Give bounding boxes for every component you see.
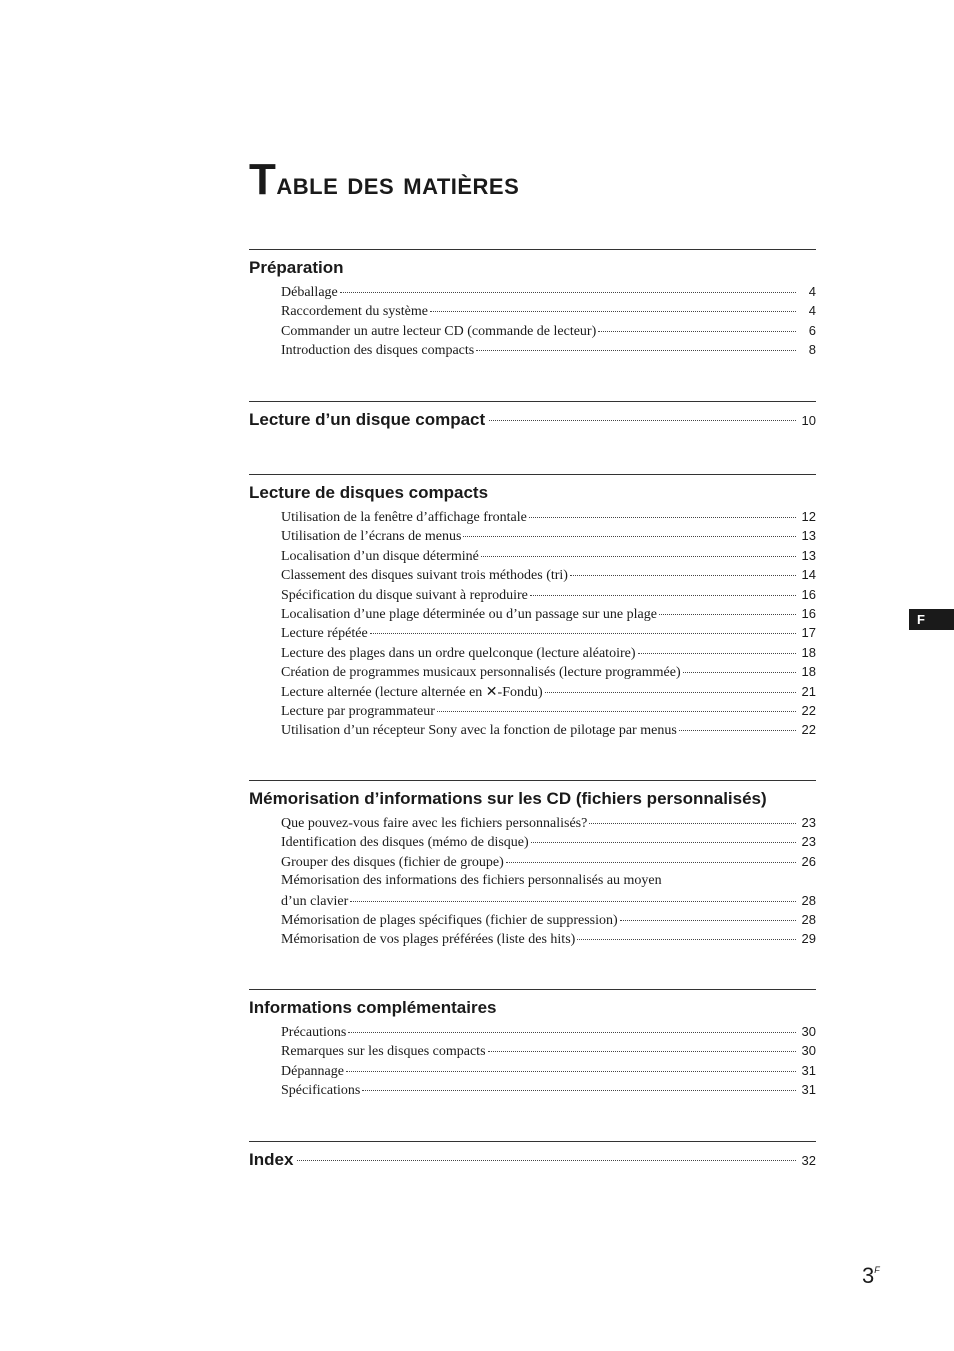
entry-text: Déballage bbox=[281, 285, 338, 300]
toc-entry[interactable] bbox=[281, 548, 816, 567]
entry-page: 30 bbox=[801, 1024, 816, 1039]
entry-page: 17 bbox=[801, 625, 816, 641]
entry-page: 29 bbox=[801, 931, 816, 947]
entry-text: Utilisation de la fenêtre d’affichage frontale bbox=[281, 510, 527, 525]
toc-entry[interactable] bbox=[281, 1082, 816, 1101]
toc-entry[interactable] bbox=[281, 1043, 816, 1062]
section-lecture-un bbox=[249, 401, 816, 431]
entry-text: Spécification du disque suivant à reproduire bbox=[281, 587, 528, 603]
entry-page: 13 bbox=[801, 528, 816, 544]
entry-text: Que pouvez-vous faire avec les fichiers personnalisés? bbox=[281, 816, 588, 831]
entry-text: Mémorisation de plages spécifiques (fichier de suppression) bbox=[281, 912, 618, 928]
entry-page: 26 bbox=[801, 853, 816, 869]
entry-page: 13 bbox=[801, 547, 816, 563]
entry-page: 8 bbox=[808, 342, 816, 358]
dot-leader bbox=[481, 556, 796, 557]
section-index bbox=[249, 1141, 816, 1171]
toc-entry[interactable] bbox=[281, 931, 816, 950]
dot-leader bbox=[570, 575, 796, 576]
dot-leader bbox=[370, 633, 796, 634]
entry-page: 28 bbox=[801, 892, 816, 908]
toc-list bbox=[249, 815, 816, 951]
toc-entry[interactable] bbox=[281, 893, 816, 912]
page-number-suffix: F bbox=[874, 1265, 880, 1275]
toc-entry[interactable] bbox=[281, 528, 816, 547]
toc-entry[interactable] bbox=[249, 409, 816, 431]
dot-leader bbox=[545, 692, 796, 693]
toc-entry[interactable] bbox=[281, 703, 816, 722]
entry-page: 18 bbox=[801, 664, 816, 680]
toc-entry[interactable] bbox=[281, 587, 816, 606]
toc-entry[interactable] bbox=[281, 834, 816, 853]
dot-leader bbox=[531, 842, 796, 843]
entry-text: Précautions bbox=[281, 1025, 347, 1040]
entry-page: 6 bbox=[808, 322, 816, 338]
dot-leader bbox=[620, 920, 796, 921]
entry-text: Lecture répétée bbox=[281, 626, 368, 642]
section-heading: Index bbox=[249, 1150, 294, 1169]
entry-text: Grouper des disques (fichier de groupe) bbox=[281, 854, 504, 870]
entry-page: 16 bbox=[801, 605, 816, 621]
entry-page: 4 bbox=[808, 284, 816, 299]
entry-text: Raccordement du système bbox=[281, 304, 428, 320]
section-preparation bbox=[249, 249, 816, 362]
entry-text: Localisation d’un disque déterminé bbox=[281, 548, 479, 564]
section-heading: Mémorisation d’informations sur les CD (fichiers personnalisés) bbox=[249, 789, 767, 808]
entry-text: Dépannage bbox=[281, 1063, 344, 1079]
entry-text: Lecture des plages dans un ordre quelconque (lecture aléatoire) bbox=[281, 645, 636, 661]
entry-text: Commander un autre lecteur CD (commande de lecteur) bbox=[281, 323, 597, 339]
section-memorisation bbox=[249, 780, 816, 951]
toc-entry[interactable] bbox=[281, 509, 816, 528]
entry-text: Création de programmes musicaux personnalisés (lecture programmée) bbox=[281, 665, 681, 681]
dot-leader bbox=[350, 901, 795, 902]
entry-text: Lecture par programmateur bbox=[281, 703, 435, 719]
entry-page: 23 bbox=[801, 815, 816, 830]
entry-page: 18 bbox=[801, 644, 816, 660]
entry-text: Introduction des disques compacts bbox=[281, 343, 475, 359]
page-number-value: 3 bbox=[862, 1263, 875, 1288]
section-lecture-des bbox=[249, 474, 816, 742]
dot-leader bbox=[530, 595, 796, 596]
entry-page: 21 bbox=[801, 683, 816, 699]
language-tab-marker: F bbox=[909, 609, 954, 630]
entry-page: 14 bbox=[801, 567, 816, 583]
title-initial: T bbox=[249, 155, 277, 204]
toc-entry[interactable] bbox=[281, 567, 816, 586]
toc-entry[interactable] bbox=[281, 684, 816, 703]
section-heading: Lecture de disques compacts bbox=[249, 483, 489, 502]
toc-entry[interactable] bbox=[281, 342, 816, 361]
entry-page: 31 bbox=[801, 1082, 816, 1098]
toc-entry[interactable] bbox=[281, 722, 816, 741]
dot-leader bbox=[463, 536, 795, 537]
dot-leader bbox=[340, 292, 796, 293]
entry-page: 16 bbox=[801, 586, 816, 602]
dot-leader bbox=[346, 1071, 796, 1072]
toc-entry[interactable] bbox=[281, 303, 816, 322]
entry-page: 22 bbox=[801, 702, 816, 718]
entry-text: Utilisation de l’écrans de menus bbox=[281, 529, 462, 545]
dot-leader bbox=[348, 1032, 795, 1033]
toc-entry[interactable] bbox=[281, 606, 816, 625]
section-complementaires bbox=[249, 989, 816, 1102]
dot-leader bbox=[476, 350, 796, 351]
section-heading: Lecture d’un disque compact bbox=[249, 410, 486, 429]
dot-leader bbox=[529, 517, 796, 518]
entry-text: Remarques sur les disques compacts bbox=[281, 1044, 486, 1060]
dot-leader bbox=[430, 311, 796, 312]
entry-page: 31 bbox=[801, 1062, 816, 1078]
toc-entry[interactable] bbox=[281, 323, 816, 342]
entry-text: Localisation d’une plage déterminée ou d’un passage sur une plage bbox=[281, 606, 657, 622]
dot-leader bbox=[437, 711, 796, 712]
dot-leader bbox=[297, 1160, 795, 1161]
entry-page: 10 bbox=[801, 413, 816, 428]
dot-leader bbox=[489, 420, 795, 421]
dot-leader bbox=[577, 939, 795, 940]
toc-entry[interactable] bbox=[281, 815, 816, 834]
entry-text: Mémorisation de vos plages préférées (liste des hits) bbox=[281, 932, 576, 948]
dot-leader bbox=[659, 614, 796, 615]
entry-page: 22 bbox=[801, 722, 816, 738]
entry-text: Spécifications bbox=[281, 1083, 361, 1099]
section-heading: Préparation bbox=[249, 258, 344, 277]
dot-leader bbox=[598, 331, 796, 332]
toc-entry[interactable] bbox=[281, 284, 816, 303]
toc-entry[interactable] bbox=[281, 854, 816, 873]
entry-text: Lecture alternée (lecture alternée en ✕-Fondu) bbox=[281, 684, 543, 700]
entry-text: Identification des disques (mémo de disque) bbox=[281, 835, 529, 851]
dot-leader bbox=[589, 823, 795, 824]
dot-leader bbox=[638, 653, 796, 654]
dot-leader bbox=[683, 672, 796, 673]
entry-text: Mémorisation des informations des fichiers personnalisés au moyen bbox=[281, 873, 662, 889]
page-number bbox=[862, 1263, 880, 1289]
dot-leader bbox=[679, 730, 796, 731]
dot-leader bbox=[362, 1090, 795, 1091]
toc-entry[interactable] bbox=[281, 1024, 816, 1043]
title-rest: able des matières bbox=[276, 166, 520, 201]
dot-leader bbox=[488, 1051, 796, 1052]
toc-entry[interactable] bbox=[281, 912, 816, 931]
toc-entry[interactable] bbox=[249, 1149, 816, 1171]
entry-text: d’un clavier bbox=[281, 893, 349, 909]
toc-list bbox=[249, 509, 816, 742]
toc-entry[interactable] bbox=[281, 664, 816, 683]
entry-page: 32 bbox=[801, 1153, 816, 1168]
entry-page: 4 bbox=[808, 303, 816, 319]
toc-entry-line1[interactable] bbox=[281, 873, 816, 892]
page-title bbox=[249, 155, 520, 204]
toc-entry[interactable] bbox=[281, 625, 816, 644]
dot-leader bbox=[506, 862, 796, 863]
toc-entry[interactable] bbox=[281, 645, 816, 664]
entry-text: Utilisation d’un récepteur Sony avec la fonction de pilotage par menus bbox=[281, 723, 677, 739]
toc-list bbox=[249, 1024, 816, 1102]
entry-page: 30 bbox=[801, 1043, 816, 1059]
section-heading: Informations complémentaires bbox=[249, 998, 497, 1017]
toc-entry[interactable] bbox=[281, 1063, 816, 1082]
toc-list bbox=[249, 284, 816, 362]
entry-text: Classement des disques suivant trois méthodes (tri) bbox=[281, 568, 568, 584]
entry-page: 23 bbox=[801, 834, 816, 850]
entry-page: 12 bbox=[801, 509, 816, 524]
entry-page: 28 bbox=[801, 911, 816, 927]
